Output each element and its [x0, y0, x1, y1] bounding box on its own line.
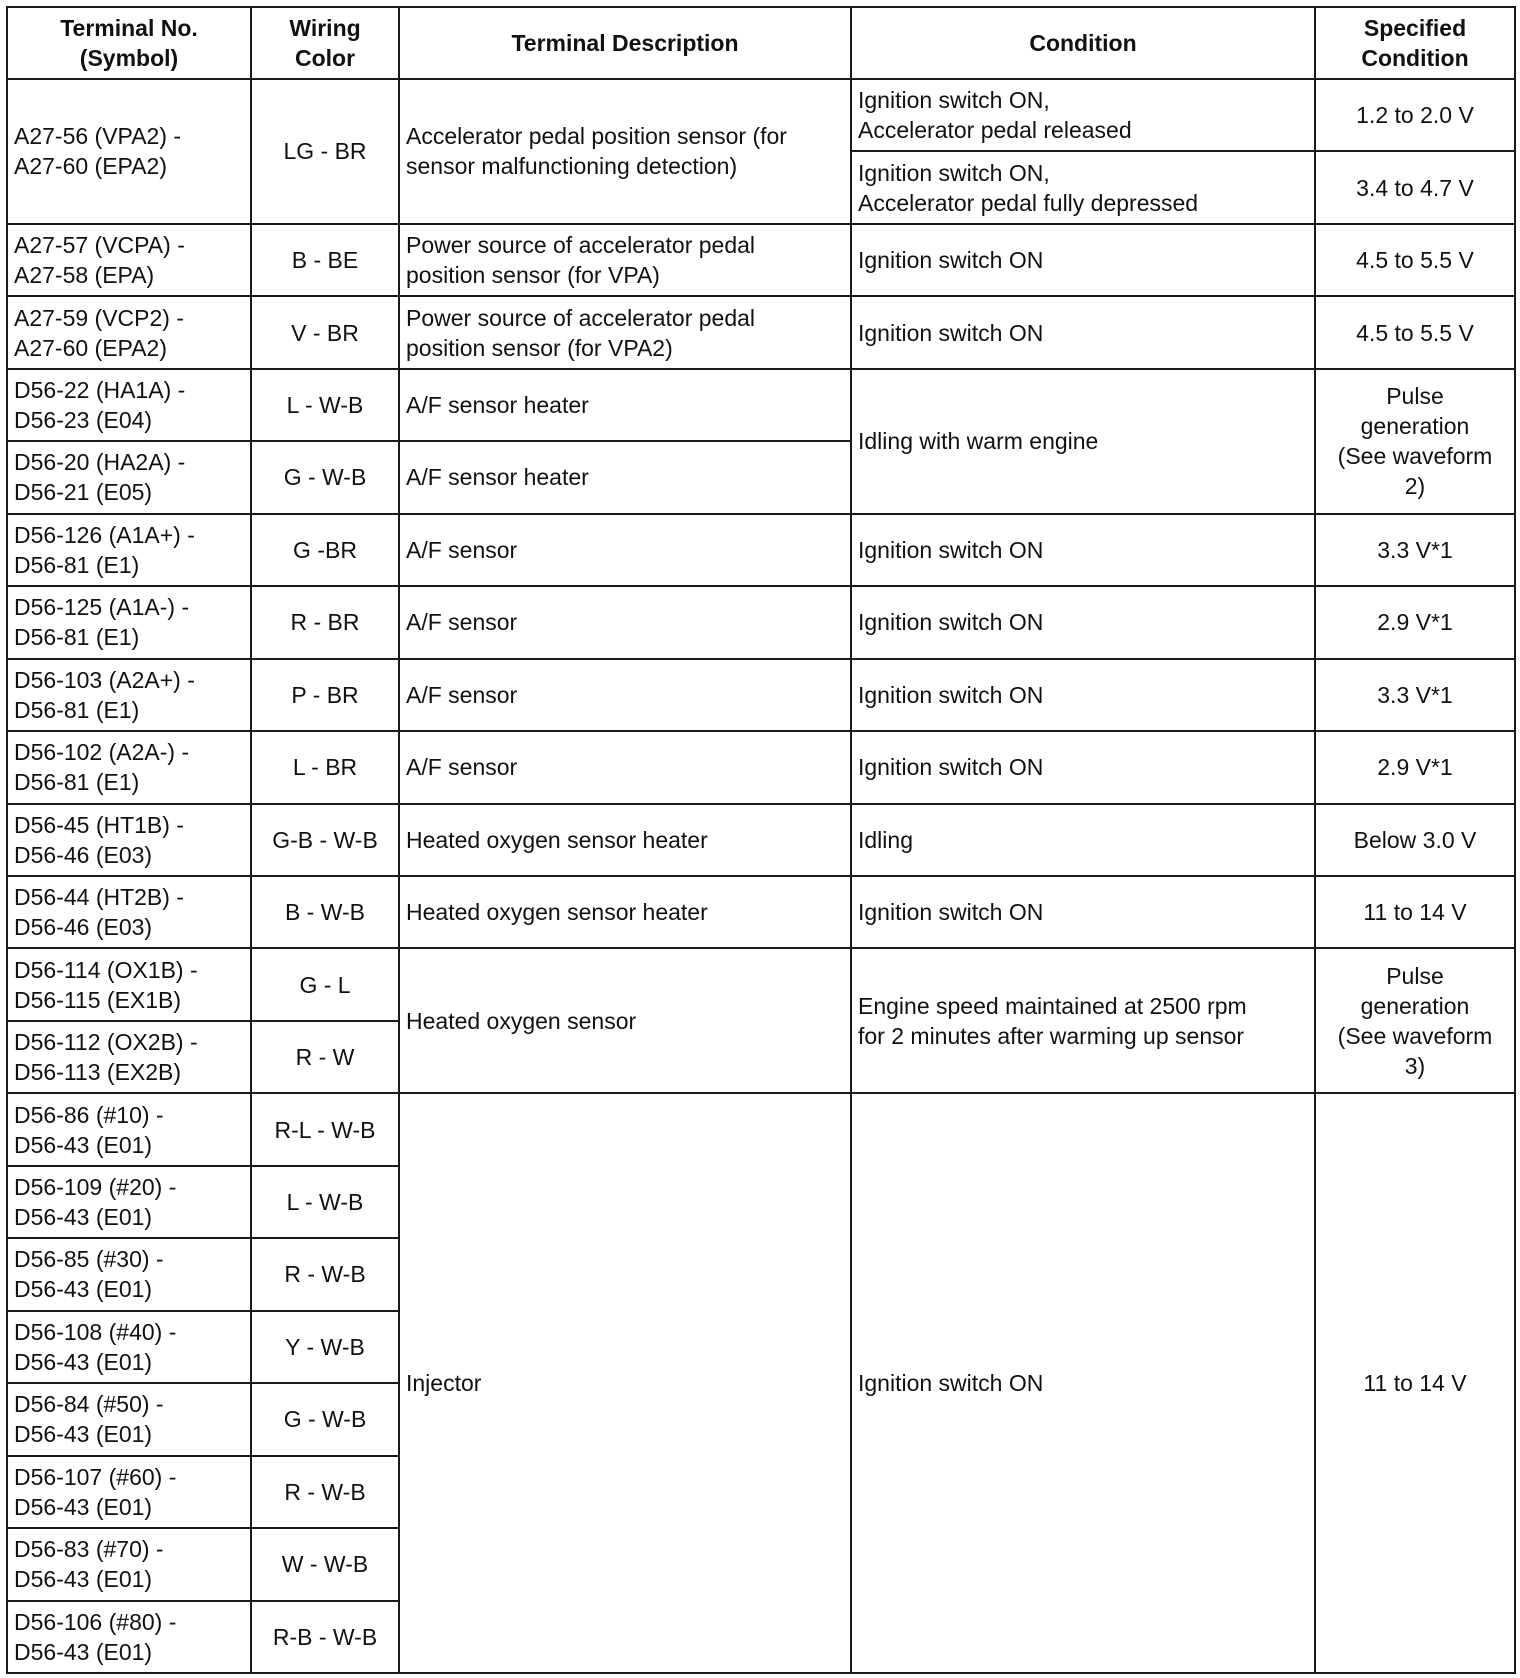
condition-cell: Ignition switch ON, Accelerator pedal released — [851, 79, 1315, 151]
specified-cell: Below 3.0 V — [1315, 804, 1515, 876]
specified-cell: 11 to 14 V — [1315, 876, 1515, 948]
description-cell: Heated oxygen sensor — [399, 948, 851, 1093]
header-wiring-color: Wiring Color — [251, 7, 399, 79]
specified-cell: 4.5 to 5.5 V — [1315, 224, 1515, 296]
terminal-cell: D56-44 (HT2B) - D56-46 (E03) — [7, 876, 251, 948]
specified-cell: Pulse generation (See waveform 2) — [1315, 369, 1515, 514]
condition-cell: Ignition switch ON — [851, 731, 1315, 803]
table-row — [7, 514, 1515, 586]
wiring-color-cell: L - W-B — [251, 1166, 399, 1238]
table-row — [7, 224, 1515, 296]
description-cell: Power source of accelerator pedal position sensor (for VPA) — [399, 224, 851, 296]
terminal-cell: D56-83 (#70) - D56-43 (E01) — [7, 1528, 251, 1600]
description-cell: Accelerator pedal position sensor (for sensor malfunctioning detection) — [399, 79, 851, 224]
table-row — [7, 586, 1515, 658]
header-specified-condition: Specified Condition — [1315, 7, 1515, 79]
terminal-spec-table — [6, 6, 1516, 1674]
wiring-color-cell: W - W-B — [251, 1528, 399, 1600]
terminal-cell: D56-112 (OX2B) - D56-113 (EX2B) — [7, 1021, 251, 1093]
specified-cell: 3.4 to 4.7 V — [1315, 151, 1515, 223]
description-cell: Heated oxygen sensor heater — [399, 876, 851, 948]
condition-cell: Ignition switch ON — [851, 659, 1315, 731]
table-row — [7, 79, 1515, 151]
wiring-color-cell: L - BR — [251, 731, 399, 803]
wiring-color-cell: G - L — [251, 948, 399, 1020]
description-cell: A/F sensor — [399, 731, 851, 803]
terminal-cell: D56-108 (#40) - D56-43 (E01) — [7, 1311, 251, 1383]
wiring-color-cell: LG - BR — [251, 79, 399, 224]
condition-cell: Ignition switch ON — [851, 224, 1315, 296]
terminal-cell: D56-22 (HA1A) - D56-23 (E04) — [7, 369, 251, 441]
wiring-color-cell: R - W-B — [251, 1456, 399, 1528]
condition-cell: Ignition switch ON — [851, 296, 1315, 368]
terminal-cell: D56-125 (A1A-) - D56-81 (E1) — [7, 586, 251, 658]
description-cell: A/F sensor — [399, 514, 851, 586]
terminal-cell: A27-56 (VPA2) - A27-60 (EPA2) — [7, 79, 251, 224]
condition-cell: Ignition switch ON — [851, 514, 1315, 586]
table-row — [7, 948, 1515, 1020]
table-header — [7, 7, 1515, 79]
condition-cell: Ignition switch ON — [851, 1093, 1315, 1673]
table-row — [7, 369, 1515, 441]
terminal-cell: D56-114 (OX1B) - D56-115 (EX1B) — [7, 948, 251, 1020]
specified-cell: Pulse generation (See waveform 3) — [1315, 948, 1515, 1093]
wiring-color-cell: R - W-B — [251, 1238, 399, 1310]
terminal-cell: A27-57 (VCPA) - A27-58 (EPA) — [7, 224, 251, 296]
wiring-color-cell: R - BR — [251, 586, 399, 658]
terminal-cell: D56-45 (HT1B) - D56-46 (E03) — [7, 804, 251, 876]
terminal-cell: D56-106 (#80) - D56-43 (E01) — [7, 1601, 251, 1673]
specified-cell: 3.3 V*1 — [1315, 659, 1515, 731]
condition-cell: Ignition switch ON — [851, 876, 1315, 948]
condition-cell: Ignition switch ON — [851, 586, 1315, 658]
specified-cell: 2.9 V*1 — [1315, 731, 1515, 803]
wiring-color-cell: B - BE — [251, 224, 399, 296]
description-cell: A/F sensor — [399, 586, 851, 658]
description-cell: Heated oxygen sensor heater — [399, 804, 851, 876]
specified-cell: 11 to 14 V — [1315, 1093, 1515, 1673]
table-row — [7, 876, 1515, 948]
terminal-cell: D56-20 (HA2A) - D56-21 (E05) — [7, 441, 251, 513]
terminal-cell: D56-107 (#60) - D56-43 (E01) — [7, 1456, 251, 1528]
description-cell: Injector — [399, 1093, 851, 1673]
condition-cell: Idling with warm engine — [851, 369, 1315, 514]
terminal-cell: D56-102 (A2A-) - D56-81 (E1) — [7, 731, 251, 803]
wiring-color-cell: B - W-B — [251, 876, 399, 948]
specified-cell: 4.5 to 5.5 V — [1315, 296, 1515, 368]
header-terminal-description: Terminal Description — [399, 7, 851, 79]
wiring-color-cell: R-B - W-B — [251, 1601, 399, 1673]
description-cell: Power source of accelerator pedal position sensor (for VPA2) — [399, 296, 851, 368]
description-cell: A/F sensor heater — [399, 441, 851, 513]
wiring-color-cell: L - W-B — [251, 369, 399, 441]
condition-cell: Idling — [851, 804, 1315, 876]
table-row — [7, 659, 1515, 731]
terminal-cell: D56-109 (#20) - D56-43 (E01) — [7, 1166, 251, 1238]
condition-cell: Ignition switch ON, Accelerator pedal fully depressed — [851, 151, 1315, 223]
specified-cell: 1.2 to 2.0 V — [1315, 79, 1515, 151]
header-row — [7, 7, 1515, 79]
terminal-cell: D56-126 (A1A+) - D56-81 (E1) — [7, 514, 251, 586]
wiring-color-cell: G - W-B — [251, 1383, 399, 1455]
description-cell: A/F sensor heater — [399, 369, 851, 441]
wiring-color-cell: G -BR — [251, 514, 399, 586]
terminal-cell: D56-103 (A2A+) - D56-81 (E1) — [7, 659, 251, 731]
specified-cell: 3.3 V*1 — [1315, 514, 1515, 586]
table-row — [7, 731, 1515, 803]
terminal-cell: D56-85 (#30) - D56-43 (E01) — [7, 1238, 251, 1310]
table-row — [7, 804, 1515, 876]
table-row — [7, 296, 1515, 368]
header-condition: Condition — [851, 7, 1315, 79]
condition-cell: Engine speed maintained at 2500 rpm for 2 minutes after warming up sensor — [851, 948, 1315, 1093]
table-row — [7, 1093, 1515, 1165]
wiring-color-cell: V - BR — [251, 296, 399, 368]
terminal-cell: D56-86 (#10) - D56-43 (E01) — [7, 1093, 251, 1165]
wiring-color-cell: R - W — [251, 1021, 399, 1093]
wiring-color-cell: G-B - W-B — [251, 804, 399, 876]
specified-cell: 2.9 V*1 — [1315, 586, 1515, 658]
table-body — [7, 79, 1515, 1673]
terminal-cell: D56-84 (#50) - D56-43 (E01) — [7, 1383, 251, 1455]
description-cell: A/F sensor — [399, 659, 851, 731]
header-terminal: Terminal No. (Symbol) — [7, 7, 251, 79]
wiring-color-cell: P - BR — [251, 659, 399, 731]
wiring-color-cell: G - W-B — [251, 441, 399, 513]
wiring-color-cell: R-L - W-B — [251, 1093, 399, 1165]
wiring-color-cell: Y - W-B — [251, 1311, 399, 1383]
terminal-cell: A27-59 (VCP2) - A27-60 (EPA2) — [7, 296, 251, 368]
